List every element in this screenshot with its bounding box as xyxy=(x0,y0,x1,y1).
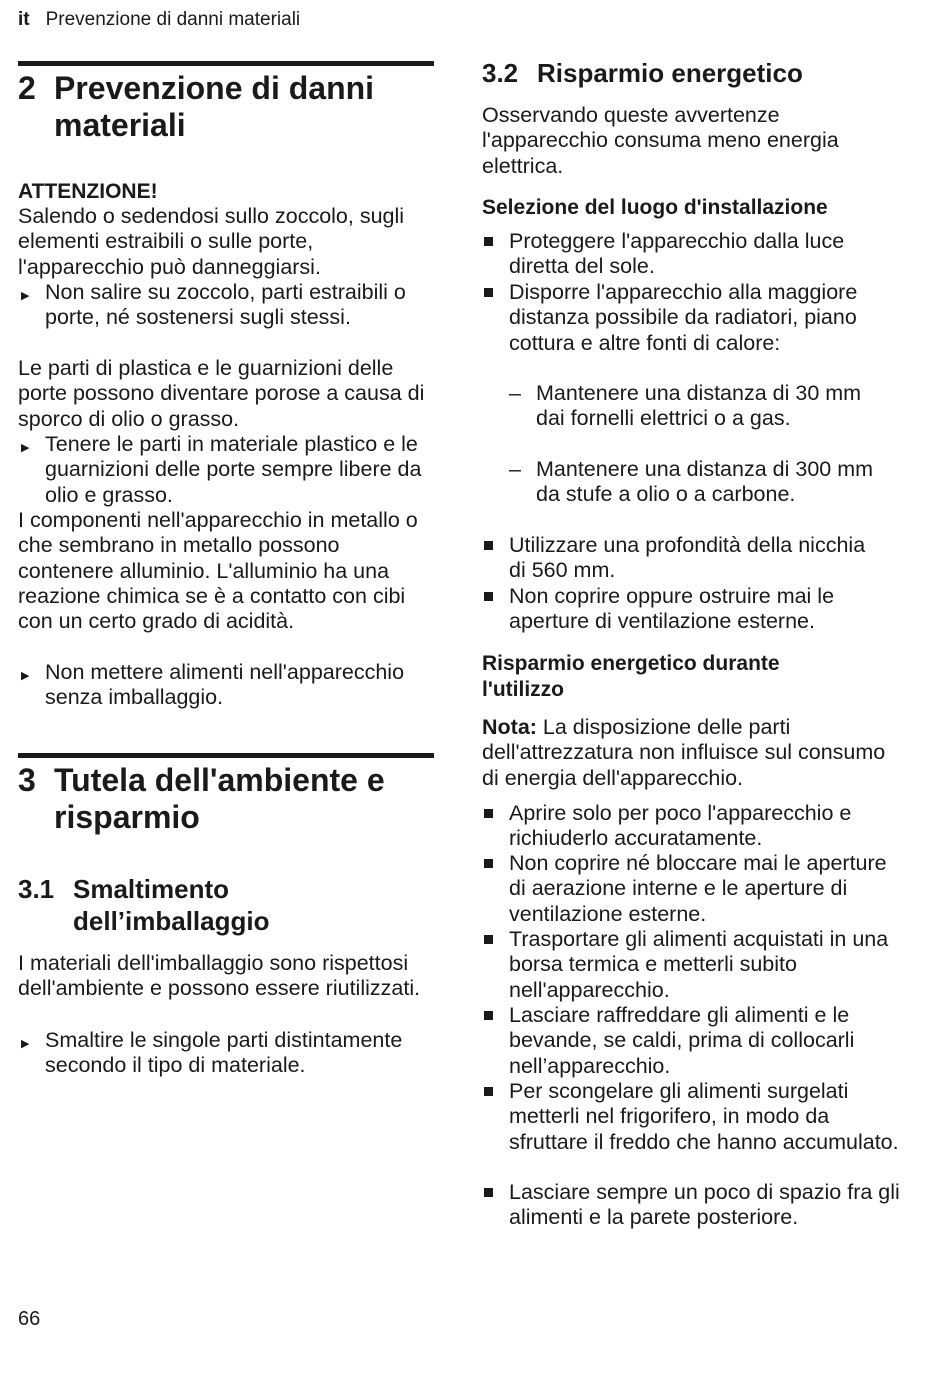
bullet-item xyxy=(482,280,901,356)
subsection-number: 3.2 xyxy=(482,58,519,88)
bullet-icon xyxy=(484,935,493,944)
section-number: 2 xyxy=(18,70,36,106)
subheading-installation: Selezione del luogo d'installazione xyxy=(482,196,828,219)
paragraph: I componenti nell'apparecchio in metallo o che sembrano in metallo possono contenere alluminio. L'alluminio ha una reazione chimica se è a contatto con cibi con un certo grado di acidità. xyxy=(18,508,418,634)
instruction-text: Smaltire le singole parti distintamente secondo il tipo di materiale. xyxy=(45,1028,403,1078)
bullet-text: Disporre l'apparecchio alla maggiore distanza possibile da radiatori, piano cottura e altre fonti di calore: xyxy=(509,280,858,355)
bullet-item xyxy=(482,801,901,852)
bullet-text: Lasciare raffreddare gli alimenti e le bevande, se caldi, prima di collocarli nell’apparecchio. xyxy=(509,1003,855,1078)
bullet-icon xyxy=(484,859,493,868)
section-number: 3 xyxy=(18,762,36,798)
arrow-icon: ▶ xyxy=(21,290,30,302)
bullet-text: Lasciare sempre un poco di spazio fra gli alimenti e la parete posteriore. xyxy=(509,1180,900,1230)
paragraph: I materiali dell'imballaggio sono rispettosi dell'ambiente e possono essere riutilizzati. xyxy=(18,951,421,1001)
section-title: Tutela dell'ambiente e risparmio xyxy=(54,762,385,835)
bullet-text: Aprire solo per poco l'apparecchio e richiuderlo accuratamente. xyxy=(509,801,852,851)
paragraph: Salendo o sedendosi sullo zoccolo, sugli elementi estraibili o sulle porte, l'apparecchio può danneggiarsi. xyxy=(18,204,405,279)
sub-item-text: Mantenere una distanza di 30 mm dai fornelli elettrici o a gas. xyxy=(536,381,862,431)
instruction-text: Non mettere alimenti nell'apparecchio senza imballaggio. xyxy=(45,660,405,710)
note-text: La disposizione delle parti dell'attrezzatura non influisce sul consumo di energia dell'apparecchio. xyxy=(482,715,886,790)
page-number: 66 xyxy=(18,1308,41,1330)
section-rule xyxy=(18,753,434,758)
bullet-icon xyxy=(484,237,493,246)
instruction-item xyxy=(18,432,434,508)
bullet-item xyxy=(482,1079,904,1155)
sub-item xyxy=(509,457,896,508)
paragraph: Le parti di plastica e le guarnizioni delle porte possono diventare porose a causa di sporco di olio o grasso. xyxy=(18,356,425,431)
section-rule xyxy=(18,61,434,66)
bullet-text: Trasportare gli alimenti acquistati in una borsa termica e metterli subito nell'apparecchio. xyxy=(509,927,889,1002)
subsection-3-1-heading xyxy=(18,873,434,937)
instruction-item xyxy=(18,1028,434,1079)
bullet-item xyxy=(482,1180,904,1231)
bullet-text: Per scongelare gli alimenti surgelati metterli nel frigorifero, in modo da sfruttare il freddo che hanno accumulato. xyxy=(509,1079,899,1154)
subsection-number: 3.1 xyxy=(18,874,55,904)
bullet-icon xyxy=(484,541,493,550)
header-title: Prevenzione di danni materiali xyxy=(45,9,301,30)
bullet-item xyxy=(482,851,901,927)
dash-icon: – xyxy=(509,457,521,481)
subsection-3-2-heading xyxy=(482,57,907,89)
paragraph: Osservando queste avvertenze l'apparecchio consuma meno energia elettrica. xyxy=(482,103,839,178)
subsection-title: Smaltimento dell’imballaggio xyxy=(73,874,270,936)
instruction-text: Non salire su zoccolo, parti estraibili o porte, né sostenersi sugli stessi. xyxy=(45,280,406,330)
bullet-text: Utilizzare una profondità della nicchia di 560 mm. xyxy=(509,533,866,583)
bullet-icon xyxy=(484,1188,493,1197)
warning-label: ATTENZIONE! xyxy=(18,180,158,203)
note-paragraph xyxy=(482,715,892,791)
language-code: it xyxy=(18,9,30,30)
bullet-icon xyxy=(484,1087,493,1096)
bullet-item xyxy=(482,533,884,584)
bullet-text: Proteggere l'apparecchio dalla luce diretta del sole. xyxy=(509,229,845,279)
bullet-text: Non coprire oppure ostruire mai le aperture di ventilazione esterne. xyxy=(509,584,835,634)
bullet-item xyxy=(482,1003,901,1079)
bullet-icon xyxy=(484,288,493,297)
instruction-item xyxy=(18,280,431,331)
bullet-icon xyxy=(484,592,493,601)
subsection-title: Risparmio energetico xyxy=(537,58,803,88)
bullet-item xyxy=(482,584,901,635)
bullet-item xyxy=(482,229,884,280)
section-title: Prevenzione di danni materiali xyxy=(54,70,375,143)
bullet-item xyxy=(482,927,901,1003)
bullet-icon xyxy=(484,809,493,818)
section-3-heading xyxy=(18,762,434,836)
sub-item xyxy=(509,381,881,432)
section-2-heading xyxy=(18,70,434,144)
sub-item-text: Mantenere una distanza di 300 mm da stufe a olio o a carbone. xyxy=(536,457,874,507)
bullet-text: Non coprire né bloccare mai le aperture di aerazione interne e le aperture di ventilazione esterne. xyxy=(509,851,887,926)
arrow-icon: ▶ xyxy=(21,442,30,454)
subheading-usage: Risparmio energetico durante l'utilizzo xyxy=(482,652,780,701)
bullet-icon xyxy=(484,1011,493,1020)
instruction-item xyxy=(18,660,425,711)
instruction-text: Tenere le parti in materiale plastico e le guarnizioni delle porte sempre libere da olio e grasso. xyxy=(45,432,422,507)
arrow-icon: ▶ xyxy=(21,670,30,682)
page-header xyxy=(18,9,300,31)
dash-icon: – xyxy=(509,381,521,405)
note-label: Nota: xyxy=(482,715,537,739)
arrow-icon: ▶ xyxy=(21,1038,30,1050)
